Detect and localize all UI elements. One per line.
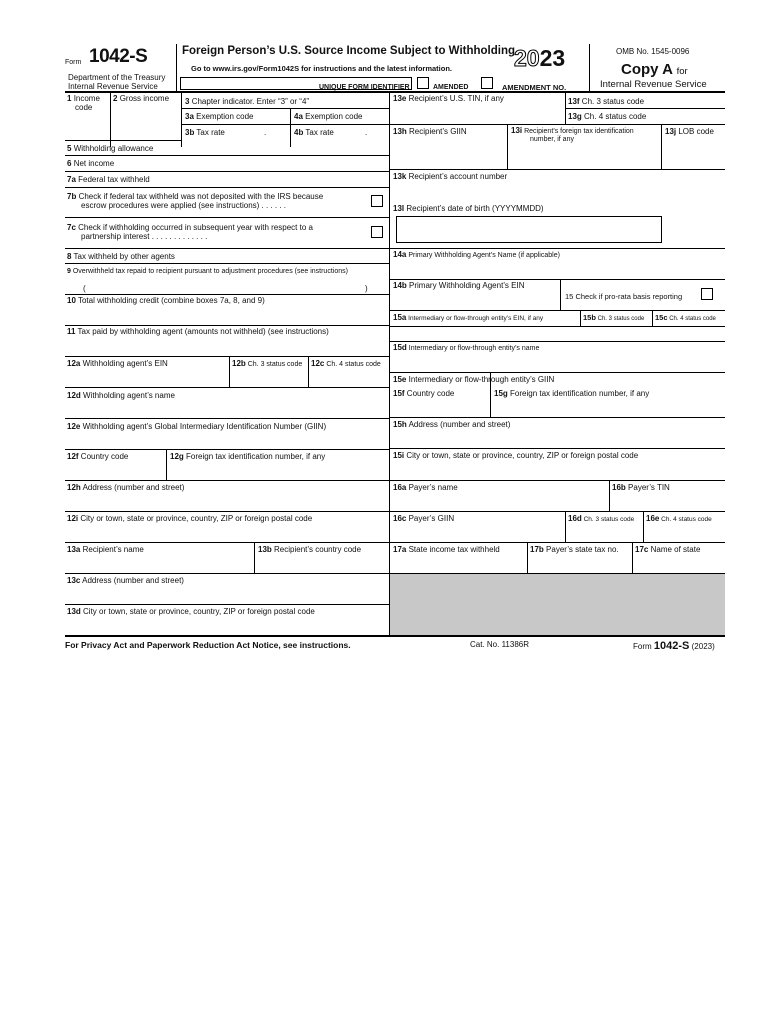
copy-a-label: Copy A for (621, 61, 688, 78)
box8-label: Tax withheld by other agents (73, 252, 175, 261)
amendment-no-label: AMENDMENT NO. (502, 83, 567, 92)
catalog-number: Cat. No. 11386R (470, 640, 529, 649)
box5-label: Withholding allowance (73, 144, 154, 153)
box3a-label: Exemption code (196, 112, 254, 121)
box13l-label: Recipient’s date of birth (YYYYMMDD) (406, 204, 544, 213)
box12h-label: Address (number and street) (82, 483, 185, 492)
box13a-label: Recipient’s name (82, 545, 144, 554)
dept-label: Department of the Treasury (68, 73, 166, 82)
unique-id-label: UNIQUE FORM IDENTIFIER (319, 84, 410, 91)
box12g-label: Foreign tax identification number, if any (186, 452, 326, 461)
box1-label: Income (73, 94, 100, 103)
box12d-label: Withholding agent’s name (83, 391, 175, 400)
box7c-checkbox[interactable] (371, 226, 383, 238)
box16c-label: Payer’s GIIN (408, 514, 455, 523)
box6-label: Net income (73, 159, 115, 168)
box17a-label: State income tax withheld (408, 545, 500, 554)
form-word: Form (65, 59, 82, 66)
box12a-label: Withholding agent’s EIN (82, 359, 168, 368)
box10-label: Total withholding credit (combine boxes 7a, 8, and 9) (77, 296, 265, 305)
box12c-label: Ch. 4 status code (326, 361, 381, 368)
box15-checkbox[interactable] (701, 288, 713, 300)
box16e-label: Ch. 4 status code (661, 516, 712, 523)
box13f-label: Ch. 3 status code (581, 97, 645, 106)
irs-label: Internal Revenue Service (68, 82, 158, 91)
box7c-label: Check if withholding occurred in subsequent year with respect to a (78, 223, 313, 232)
box15c-label: Ch. 4 status code (669, 316, 716, 322)
box15e-label: Intermediary or flow-through entity’s GIIN (408, 375, 555, 384)
form-1042s: Form 1042-S Department of the Treasury Internal Revenue Service Foreign Person’s U.S. Source Income Subject to Withholding Go to www.irs.gov/Form1042S for instructions and the latest information. UNIQUE FORM IDENTIFIER AMENDED AMENDMENT NO. 2023 OMB No. 1545-0096 Copy A for Internal Revenue Service 1 Income code 2 Gross income 3 Chapter indicator. Enter “3” or “4” 3a Exemption code 4a Exemption code 3b Tax rate . 4b Tax rate . 5 Withholding allowance 6 Net income 7a Federal tax withheld 7b Check if federal tax withheld was not deposited with the IRS because escrow procedures were applied (see instructions) . . . . . . 7c Check if withholding occurred in subsequent year with respect to a partnership interest . . . . . . . . . . . . . 8 Tax withheld by other agents 9 Overwithheld tax repaid to recipient pursuant to adjustment procedures (see instructions) ( ) 10 Total withholding credit (combine boxes 7a, 8, and 9) 11 Tax paid by withholding agent (amounts not withheld) (see instructions) 12a Withholding agent’s EIN 12b Ch. 3 status code 12c Ch. 4 status code 12d Withholding agent’s name 12e Withholding agent’s Global Intermediary Identification Number (GIIN) 12f Country code 12g Foreign tax identification number, if any 12h Address (number and street) 12i City or town, state or province, country, ZIP or foreign postal code 13a Recipient’s name 13b Recipient’s country code 13c Address (number and street) 13d City or town, state or province, country, ZIP or foreign postal code 13e Recipient’s U.S. TIN, if any 13f Ch. 3 status code 13g Ch. 4 status code 13h Recipient’s GIIN 13i Recipient’s foreign tax identification number, if any 13j LOB code 13k Recipient’s account number 13l Recipient’s date of birth (YYYYMMDD) 14a Primary Withholding Agent’s Name (if applicable) 14b Primary Withholding Agent’s EIN 15 Check if pro-rata basis reporting 15a Intermediary or flow-through entity’s EIN, if any 15b Ch. 3 status code 15c Ch. 4 status code 15d Intermediary or flow-through entity’s name 15e Intermediary or flow-through entity’s GIIN 15f Country code 15g Foreign tax identification number, if any 15h Address (number and street) 15i City or town, state or province, country, ZIP or foreign postal code 16a Payer’s name 16b Payer’s TIN 16c Payer’s GIIN 16d Ch. 3 status code 16e Ch. 4 status code 17a State income tax withheld 17b Payer’s state tax no. 17c Name of state (65, 44, 725, 636)
box15g-label: Foreign tax identification number, if any (510, 389, 650, 398)
box12b-label: Ch. 3 status code (247, 361, 303, 368)
box13e-label: Recipient’s U.S. TIN, if any (408, 94, 504, 103)
box13b-label: Recipient’s country code (274, 545, 362, 554)
amended-label: AMENDED (433, 84, 469, 91)
box13g-label: Ch. 4 status code (584, 112, 647, 121)
box16d-label: Ch. 3 status code (583, 516, 635, 523)
box2-label: Gross income (119, 94, 170, 103)
box7b-label: Check if federal tax withheld was not deposited with the IRS because (78, 192, 324, 201)
box15b-label: Ch. 3 status code (597, 316, 645, 322)
footer-form-number: Form 1042-S (2023) (633, 640, 715, 652)
box17c-label: Name of state (650, 545, 701, 554)
box15f-label: Country code (406, 389, 455, 398)
copy-irs-label: Internal Revenue Service (600, 79, 707, 90)
amended-checkbox[interactable] (417, 77, 429, 89)
shaded-area (390, 574, 725, 635)
box4b-label: Tax rate (305, 128, 334, 137)
box13d-label: City or town, state or province, country, ZIP or foreign postal code (83, 607, 315, 616)
box7b-checkbox[interactable] (371, 195, 383, 207)
box15d-label: Intermediary or flow-through entity’s name (408, 345, 540, 352)
tax-year: 2023 (514, 45, 566, 71)
box14a-label: Primary Withholding Agent’s Name (if applicable) (408, 252, 560, 259)
box15-label: Check if pro-rata basis reporting (575, 292, 683, 301)
box12i-label: City or town, state or province, country, ZIP or foreign postal code (80, 514, 313, 523)
box3-label: Chapter indicator. Enter “3” or “4” (191, 97, 310, 106)
box9-label: Overwithheld tax repaid to recipient pursuant to adjustment procedures (see instructions) (72, 268, 348, 275)
box11-label: Tax paid by withholding agent (amounts not withheld) (see instructions) (77, 327, 329, 336)
box13i-label: Recipient’s foreign tax identification (524, 128, 634, 135)
box3b-label: Tax rate (196, 128, 225, 137)
form-title: Foreign Person’s U.S. Source Income Subject to Withholding (182, 45, 516, 57)
box12e-label: Withholding agent’s Global Intermediary Identification Number (GIIN) (82, 422, 327, 431)
omb-number: OMB No. 1545-0096 (616, 47, 690, 56)
amendment-no-box[interactable] (481, 77, 493, 89)
form-number: 1042-S (89, 46, 148, 67)
box7a-label: Federal tax withheld (78, 175, 150, 184)
box15a-label: Intermediary or flow-through entity’s EIN, if any (408, 315, 544, 322)
box13h-label: Recipient’s GIIN (409, 127, 467, 136)
box4a-label: Exemption code (305, 112, 363, 121)
date-of-birth-field[interactable] (396, 216, 662, 243)
box15h-label: Address (number and street) (408, 420, 511, 429)
box16a-label: Payer’s name (408, 483, 458, 492)
box13c-label: Address (number and street) (82, 576, 184, 585)
goto-text: Go to www.irs.gov/Form1042S for instructions and the latest information. (191, 64, 453, 73)
box13j-label: LOB code (678, 127, 714, 136)
box13k-label: Recipient’s account number (408, 172, 508, 181)
box16b-label: Payer’s TIN (628, 483, 670, 492)
box14b-label: Primary Withholding Agent’s EIN (409, 281, 525, 290)
box17b-label: Payer’s state tax no. (546, 545, 619, 554)
privacy-notice: For Privacy Act and Paperwork Reduction Act Notice, see instructions. (65, 640, 351, 650)
box12f-label: Country code (80, 452, 129, 461)
box15i-label: City or town, state or province, country, ZIP or foreign postal code (406, 451, 639, 460)
